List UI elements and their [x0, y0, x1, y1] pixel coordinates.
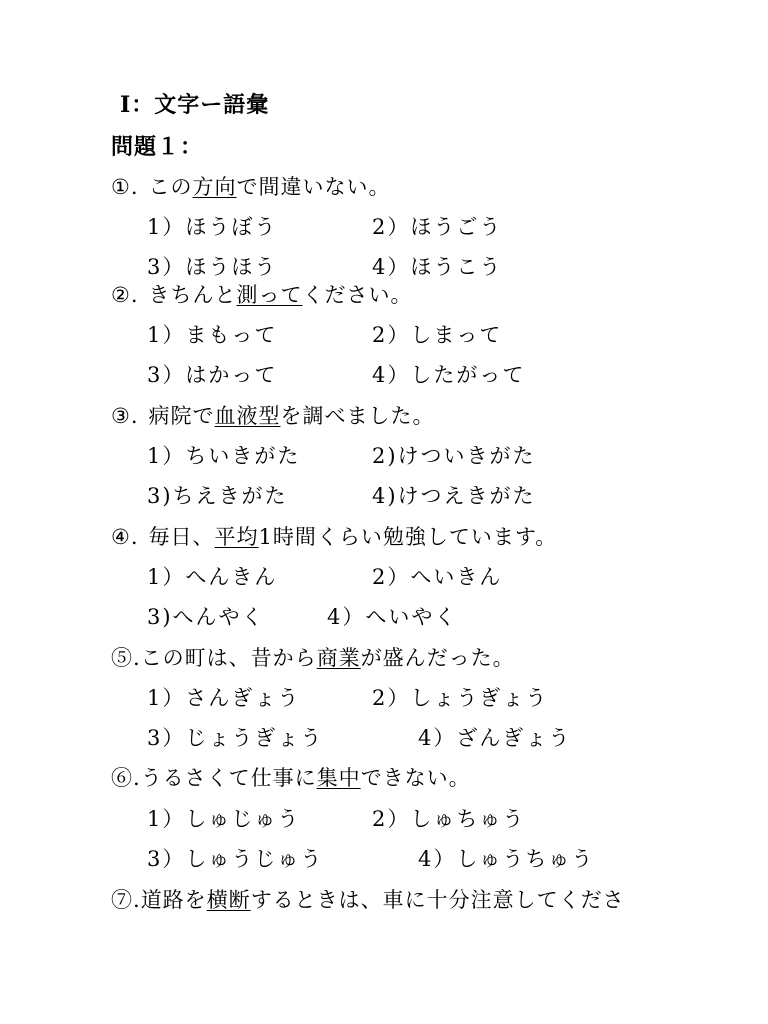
question-text-before: 病院で	[148, 404, 215, 428]
question-text-before: 道路を	[140, 888, 207, 912]
question-text-before: うるさくて仕事に	[140, 766, 317, 790]
question-4-option-2: 2）へいきん	[372, 565, 503, 589]
question-2-option-2: 2）しまって	[372, 323, 503, 347]
question-4-option-4: 4）へいやく	[327, 605, 458, 629]
question-2-option-3: 3）はかって	[147, 363, 278, 387]
question-text-after: 1時間くらい勉強しています。	[258, 525, 558, 549]
question-4-option-3: 3)へんやく	[147, 605, 265, 629]
question-text-before: この	[148, 175, 193, 199]
question-target-word: 商業	[316, 646, 361, 670]
question-6	[111, 765, 471, 791]
question-6-option-3: 3）しゅうじゅう	[147, 847, 324, 871]
question-text-after: するときは、車に十分注意してくださ	[250, 888, 625, 912]
section-title: Ⅰ：文字ー語彙	[120, 92, 270, 118]
question-text-before: きちんと	[148, 283, 237, 307]
question-target-word: 測って	[236, 283, 303, 307]
question-target-word: 横断	[206, 888, 251, 912]
question-number: ⑥.	[111, 766, 141, 790]
question-3	[111, 403, 435, 429]
question-1-option-2: 2）ほうごう	[372, 215, 503, 239]
question-3-option-4: 4)けつえきがた	[372, 484, 536, 508]
question-3-option-1: 1）ちいきがた	[147, 444, 301, 468]
question-text-after: ください。	[302, 283, 413, 307]
question-text-after: を調べました。	[280, 404, 435, 428]
question-4	[111, 524, 557, 550]
question-number: ③.	[111, 404, 139, 428]
question-6-option-1: 1）しゅじゅう	[147, 807, 301, 831]
question-2	[111, 282, 413, 308]
question-2-option-1: 1）まもって	[147, 323, 278, 347]
question-1-option-3: 3）ほうほう	[147, 255, 278, 279]
question-2-option-4: 4）したがって	[372, 363, 526, 387]
question-3-option-3: 3)ちえきがた	[147, 484, 288, 508]
problem-title: 問題１：	[111, 134, 204, 160]
question-number: ④.	[111, 525, 139, 549]
question-number: ⑤.	[111, 646, 141, 670]
question-number: ②.	[111, 283, 139, 307]
question-6-option-2: 2）しゅちゅう	[372, 807, 526, 831]
question-text-after: できない。	[360, 766, 471, 790]
question-1-option-4: 4）ほうこう	[372, 255, 503, 279]
question-target-word: 血液型	[214, 404, 281, 428]
question-text-before: この町は、昔から	[140, 646, 317, 670]
question-text-after: で間違いない。	[236, 175, 391, 199]
question-5	[111, 645, 515, 671]
question-5-option-1: 1）さんぎょう	[147, 686, 301, 710]
question-target-word: 平均	[214, 525, 259, 549]
question-text-before: 毎日、	[148, 525, 215, 549]
question-number: ⑦.	[111, 888, 141, 912]
question-text-after: が盛んだった。	[360, 646, 515, 670]
question-1-option-1: 1）ほうぼう	[147, 215, 278, 239]
question-3-option-2: 2)けついきがた	[372, 444, 536, 468]
question-5-option-4: 4）ざんぎょう	[418, 726, 572, 750]
question-5-option-3: 3）じょうぎょう	[147, 726, 324, 750]
question-5-option-2: 2）しょうぎょう	[372, 686, 549, 710]
question-target-word: 方向	[192, 175, 237, 199]
question-1	[111, 174, 391, 200]
question-6-option-4: 4）しゅうちゅう	[418, 847, 595, 871]
question-4-option-1: 1）へんきん	[147, 565, 278, 589]
question-7	[111, 887, 625, 913]
question-target-word: 集中	[316, 766, 361, 790]
question-number: ①.	[111, 175, 139, 199]
